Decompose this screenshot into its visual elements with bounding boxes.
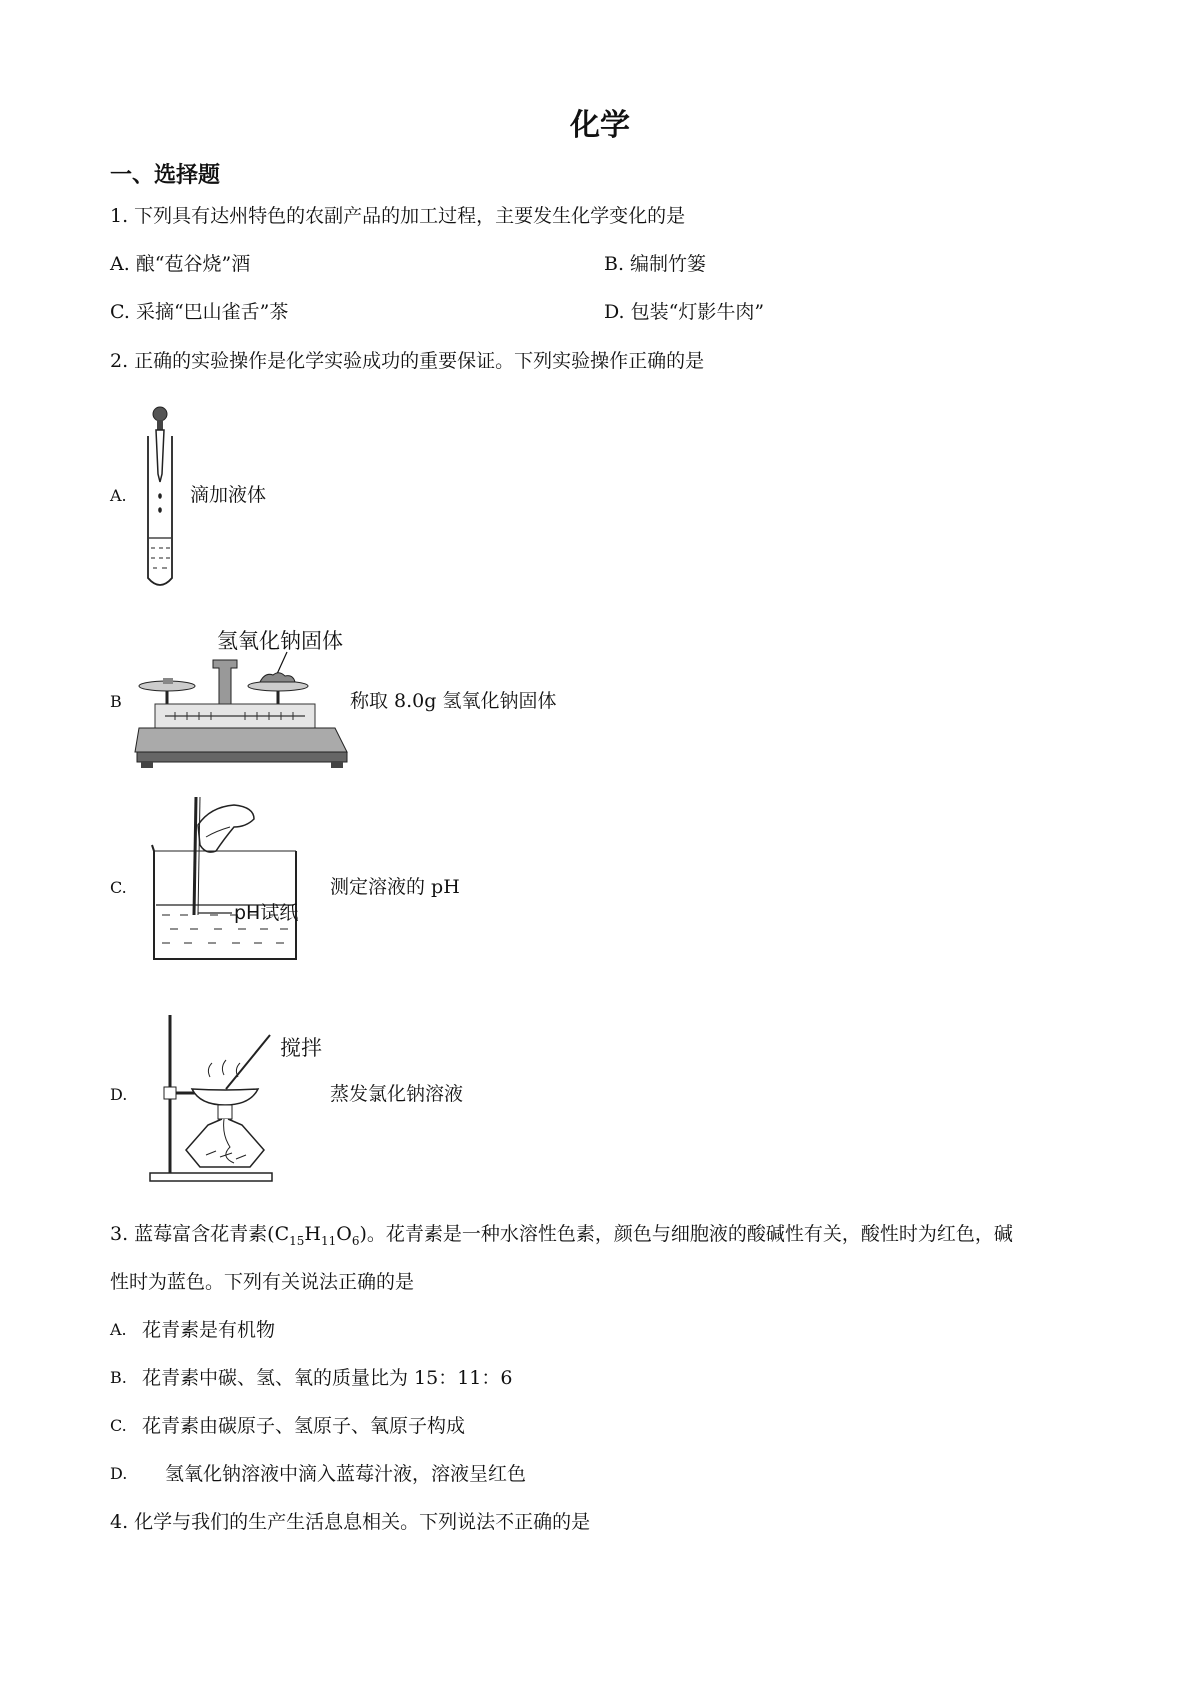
q3-formula-c-sub: 15 xyxy=(289,1233,305,1248)
q1-option-d[interactable]: D. 包装“灯影牛肉” xyxy=(604,301,765,323)
page-title: 化学 xyxy=(570,108,630,143)
ph-test-figure xyxy=(150,795,320,965)
q2-option-a-text: 滴加液体 xyxy=(190,484,267,506)
q3-option-d-text[interactable]: 氢氧化钠溶液中滴入蓝莓汁液，溶液呈红色 xyxy=(165,1463,527,1485)
question-3-stem-line2: 性时为蓝色。下列有关说法正确的是 xyxy=(110,1271,415,1293)
question-1-stem: 1. 下列具有达州特色的农副产品的加工过程，主要发生化学变化的是 xyxy=(110,205,686,227)
ph-paper-label: pH试纸 xyxy=(234,902,299,924)
section-heading: 一、选择题 xyxy=(110,163,221,188)
q3-option-b-text[interactable]: 花青素中碳、氢、氧的质量比为 15：11：6 xyxy=(142,1367,513,1389)
q2-option-c-letter[interactable]: C. xyxy=(110,878,127,897)
q3-option-a-letter[interactable]: A. xyxy=(110,1320,127,1339)
q3-formula-h: H xyxy=(304,1223,321,1245)
naoh-figure-label: 氢氧化钠固体 xyxy=(217,629,343,653)
question-3-stem xyxy=(110,1220,1013,1255)
q2-option-d-letter[interactable]: D. xyxy=(110,1085,128,1104)
stir-label: 搅拌 xyxy=(280,1036,322,1060)
q2-option-b-text: 称取 8.0g 氢氧化钠固体 xyxy=(350,690,557,712)
q3-formula-o-sub: 6 xyxy=(351,1233,360,1248)
q2-option-b-letter[interactable]: B xyxy=(110,692,122,711)
q1-option-a[interactable]: A. 酿“苞谷烧”酒 xyxy=(110,253,251,275)
q2-option-a-letter[interactable]: A. xyxy=(110,486,127,505)
dropper-test-tube-figure xyxy=(140,400,190,590)
q1-option-b[interactable]: B. 编制竹篓 xyxy=(604,253,707,275)
q1-option-c[interactable]: C. 采摘“巴山雀舌”茶 xyxy=(110,301,289,323)
balance-figure xyxy=(135,620,350,770)
q3-option-c-letter[interactable]: C. xyxy=(110,1416,127,1435)
question-4-stem: 4. 化学与我们的生产生活息息相关。下列说法不正确的是 xyxy=(110,1511,591,1533)
q3-formula-o: O xyxy=(336,1223,352,1245)
q3-option-b-letter[interactable]: B. xyxy=(110,1368,127,1387)
evaporation-figure xyxy=(150,1005,330,1185)
q2-option-c-text: 测定溶液的 pH xyxy=(330,876,460,898)
q3-option-a-text[interactable]: 花青素是有机物 xyxy=(142,1319,276,1341)
q3-stem-pre: 3. 蓝莓富含花青素(C xyxy=(110,1223,290,1245)
q3-option-d-letter[interactable]: D. xyxy=(110,1464,128,1483)
q3-option-c-text[interactable]: 花青素由碳原子、氢原子、氧原子构成 xyxy=(142,1415,466,1437)
question-2-stem: 2. 正确的实验操作是化学实验成功的重要保证。下列实验操作正确的是 xyxy=(110,350,705,372)
q3-stem-post: )。花青素是一种水溶性色素，颜色与细胞液的酸碱性有关，酸性时为红色，碱 xyxy=(359,1223,1013,1245)
q3-formula-h-sub: 11 xyxy=(320,1233,337,1248)
q2-option-d-text: 蒸发氯化钠溶液 xyxy=(330,1083,464,1105)
